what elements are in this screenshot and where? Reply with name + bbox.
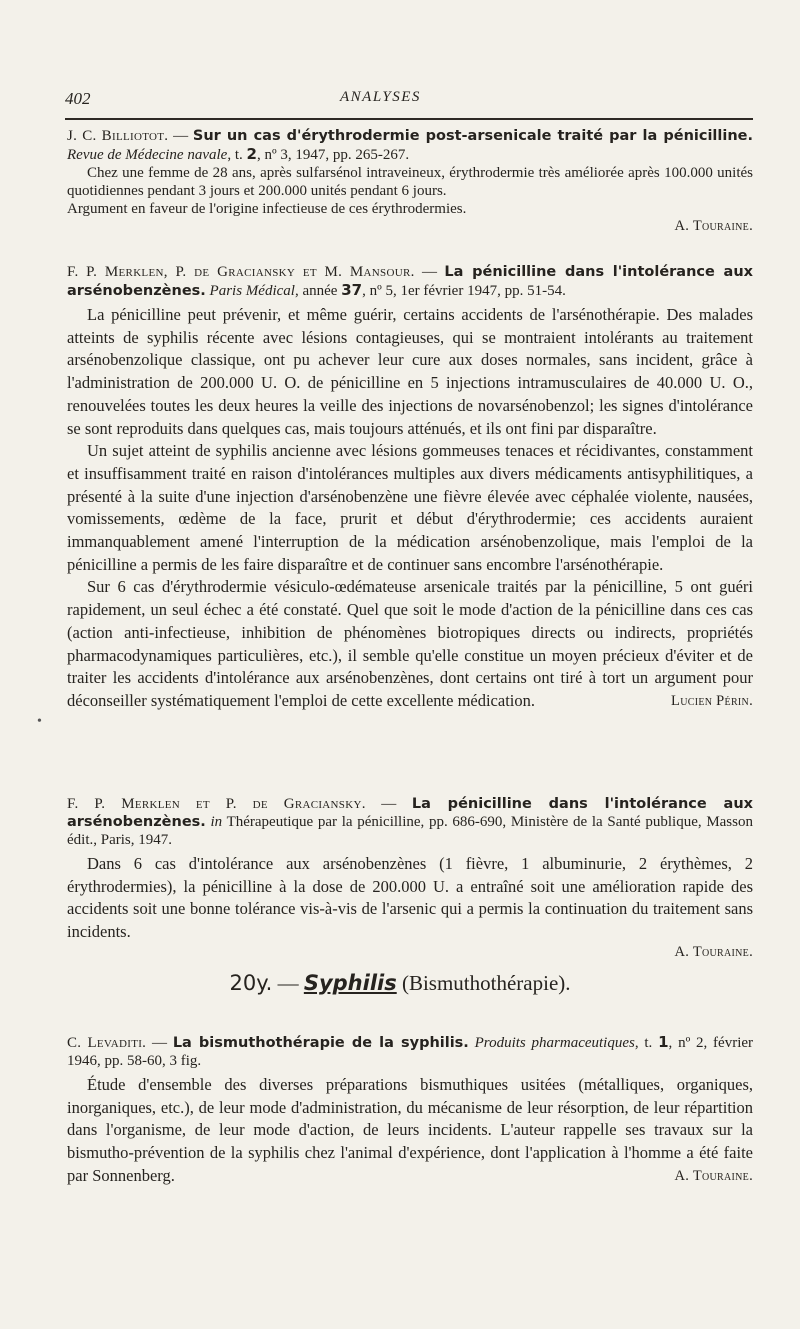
margin-mark: • [37, 714, 42, 729]
journal: Produits pharmaceutiques [474, 1035, 635, 1051]
signature: A. Touraine. [674, 1167, 753, 1184]
running-title: ANALYSES [340, 89, 421, 105]
section-number: 20y. [229, 971, 273, 995]
paragraph-1: Étude d'ensemble des diverses préparations bismuthiques usitées (métalliques, organiques, inorganiques, etc.), de leur mode d'administration, du mécanisme de leur résorption, de leur répartition dans l'organisme, de leur mode d'action, de leurs incidents. L'auteur rappelle ses travaux sur la bismutho-prévention de la syphilis chez l'animal d'expérience, dont l'application à l'homme a été faite par Sonnenberg. A. Touraine. [67, 1074, 753, 1188]
section-subtitle: (Bismuthothérapie). [396, 971, 571, 995]
section-name: Syphilis [303, 971, 397, 995]
journal: Paris Médical [209, 283, 295, 299]
reference: J. C. Billiotot. — Sur un cas d'érythrodermie post-arsenicale traité par la pénicilline. Revue de Médecine navale, t. 2, nº 3, 1947, pp. 265-267. [67, 128, 753, 163]
section-heading: 20y. — Syphilis (Bismuthothérapie). [229, 971, 571, 995]
article-title: La pénicilline dans l'intolérance aux arsénobenzènes. [67, 796, 753, 830]
journal: Revue de Médecine navale [67, 147, 228, 163]
summary: Chez une femme de 28 ans, après sulfarsénol intraveineux, érythrodermie très améliorée après 100.000 unités quotidiennes pendant 3 jours et 200.000 unités pendant 6 jours. [67, 165, 753, 199]
entry-levaditi [67, 1033, 753, 1188]
reference: F. P. Merklen et P. de Graciansky. — La pénicilline dans l'intolérance aux arsénobenzènes. in Thérapeutique par la pénicilline, pp. 686-690, Ministère de la Santé publique, Masson édit., Paris, 1947. [67, 796, 753, 848]
paragraph-1: La pénicilline peut prévenir, et même guérir, certains accidents de l'arsénothérapie. Des malades atteints de syphilis récente avec lésions contagieuses, qui se montraient intolérants au traitement arsénobenzolique classique, ont pu achever leur cure aux doses normales, sans incident, grâce à l'administration de 200.000 U. O. de pénicilline en 5 injections intramusculaires de 40.000 U. O., renouvelées toutes les deux heures la veille des injections de novarsénobenzol; les signes d'intolérance se sont reproduits dans quelques cas, mais toujours atténués, et ils ont fini par disparaître. [67, 305, 753, 438]
author: J. C. Billiotot. [67, 128, 169, 144]
page-number: 402 [65, 89, 91, 108]
signature: Lucien Périn. [671, 692, 753, 709]
entry-billiotot [67, 127, 753, 235]
entry-merklen-2 [67, 795, 753, 961]
signature: A. Touraine. [674, 943, 753, 960]
article-title: La bismuthothérapie de la syphilis. [172, 1035, 469, 1051]
article-title: Sur un cas d'érythrodermie post-arsenicale traité par la pénicilline. [192, 128, 753, 144]
reference: F. P. Merklen, P. de Graciansky et M. Mansour. — La pénicilline dans l'intolérance aux arsénobenzènes. Paris Médical, année 37, nº 5, 1er février 1947, pp. 51-54. [67, 264, 753, 299]
author: C. Levaditi. [67, 1035, 147, 1051]
paragraph-2: Un sujet atteint de syphilis ancienne avec lésions gommeuses tenaces et récidivantes, constamment et insuffisamment traité en raison d'intolérances multiples aux divers médicaments antisyphilitiques, a présenté à la suite d'une injection d'arsénobenzène une fièvre élevée avec céphalée violente, nausées, vomissements, œdème de la face, prurit et début d'érythrodermie; ces accidents auraient immanquablement amené l'interruption de la médication arsénobenzolique, mais l'emploi de la pénicilline a permis de les faire disparaître et de continuer sans encombre l'arsénothérapie. [67, 441, 753, 574]
header-rule [65, 118, 753, 120]
signature: A. Touraine. [674, 218, 753, 234]
authors: F. P. Merklen et P. de Graciansky. [67, 796, 366, 812]
paragraph-3: Sur 6 cas d'érythrodermie vésiculo-œdémateuse arsenicale traités par la pénicilline, 5 ont guéri rapidement, un seul échec a été constaté. Quel que soit le mode d'action de la pénicilline dans ces cas (action anti-infectieuse, inhibition de phénomènes biotropiques directs ou indirects, propriétés pharmacodynamiques particulières, etc.), il semble qu'elle constitue un moyen précieux d'éviter et de traiter les accidents d'intolérance aux arsénobenzènes, dont certains ont tiré à tort un argument pour déconseiller systématiquement l'emploi de cette excellente médication. Lucien Périn. [67, 576, 753, 712]
summary-2: Argument en faveur de l'origine infectieuse de ces érythrodermies. [67, 201, 467, 217]
authors: F. P. Merklen, P. de Graciansky et M. Mansour. [67, 264, 415, 280]
entry-merklen-1 [67, 263, 753, 713]
paragraph-1: Dans 6 cas d'intolérance aux arsénobenzènes (1 fièvre, 1 albuminurie, 2 érythèmes, 2 érythrodermies), la pénicilline à la dose de 200.000 U. a entraîné soit une amélioration rapide des accidents soit une bonne tolérance vis-à-vis de l'arsenic qui a permis la continuation du traitement sans incidents. [67, 854, 753, 942]
article-title: La pénicilline dans l'intolérance aux arsénobenzènes. [67, 264, 753, 299]
reference: C. Levaditi. — La bismuthothérapie de la syphilis. Produits pharmaceutiques, t. 1, nº 2, février 1946, pp. 58-60, 3 fig. [67, 1033, 754, 1069]
